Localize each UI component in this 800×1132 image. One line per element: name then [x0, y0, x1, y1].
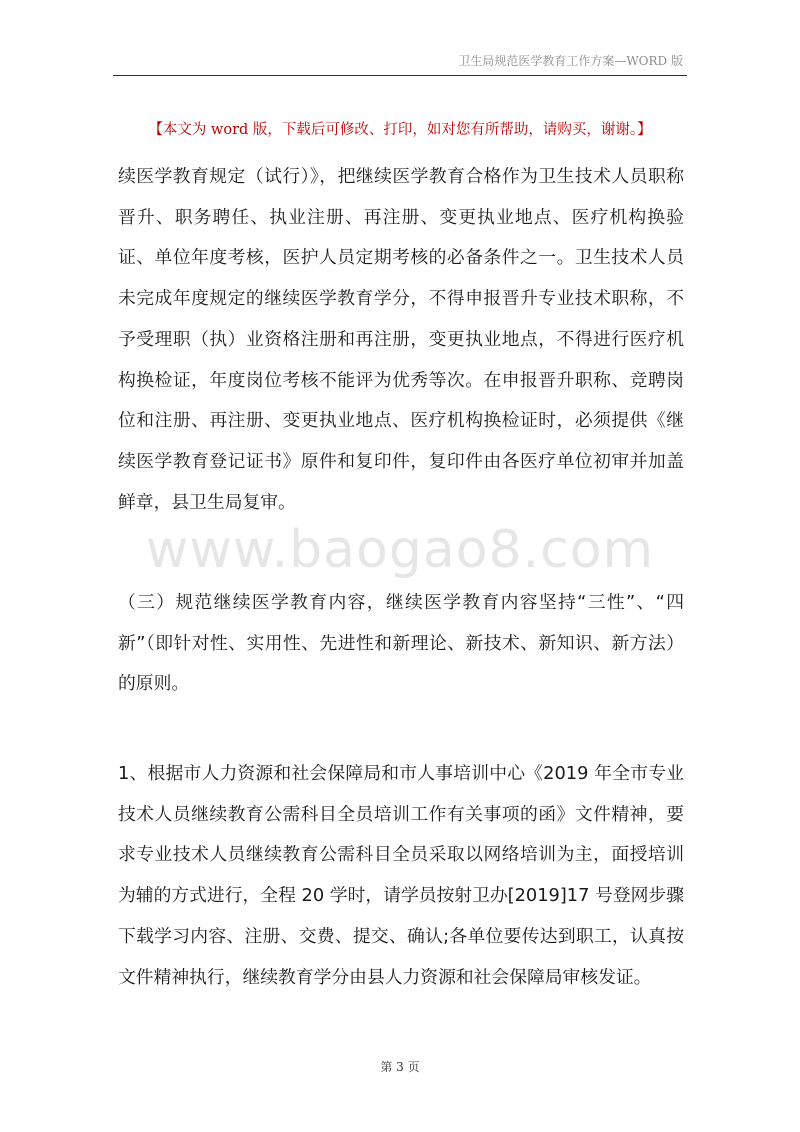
page-number: 第 3 页 — [380, 1060, 420, 1074]
header-divider — [113, 75, 687, 76]
watermark: www.baogao8.com — [145, 520, 655, 580]
body-paragraph-2: （三）规范继续医学教育内容，继续医学教育内容坚持“三性”、“四新”（即针对性、实用性、先进性和新理论、新技术、新知识、新方法）的原则。 — [118, 592, 684, 695]
purchase-notice: 【本文为 word 版，下载后可修改、打印，如对您有所帮助，请购买，谢谢。】 — [148, 122, 652, 138]
body-paragraph-1: 续医学教育规定（试行）》，把继续医学教育合格作为卫生技术人员职称晋升、职务聘任、执业注册、再注册、变更执业地点、医疗机构换验证、单位年度考核，医护人员定期考核的必备条件之一。卫生技术人员未完成年度规定的继续医学教育学分，不得申报晋升专业技术职称，不予受理职（执）业资格注册和再注册，变更执业地点，不得进行医疗机构换检证，年度岗位考核不能评为优秀等次。在申报晋升职称、竞聘岗位和注册、再注册、变更执业地点、医疗机构换检证时，必须提供《继续医学教育登记证书》原件和复印件，复印件由各医疗单位初审并加盖鲜章，县卫生局复审。 — [118, 166, 684, 513]
body-paragraph-3: 1、根据市人力资源和社会保障局和市人事培训中心《2019 年全市专业技术人员继续教育公需科目全员培训工作有关事项的函》文件精神，要求专业技术人员继续教育公需科目全员采取以网络培训为主，面授培训为辅的方式进行，全程 20 学时，请学员按射卫办[2019]17 号登网步骤下载学习内容、注册、交费、提交、确认;各单位要传达到职工，认真按文件精神执行，继续教育学分由县人力资源和社会保障局审核发证。 — [118, 763, 684, 988]
running-header: 卫生局规范医学教育工作方案—WORD 版 — [458, 54, 683, 68]
